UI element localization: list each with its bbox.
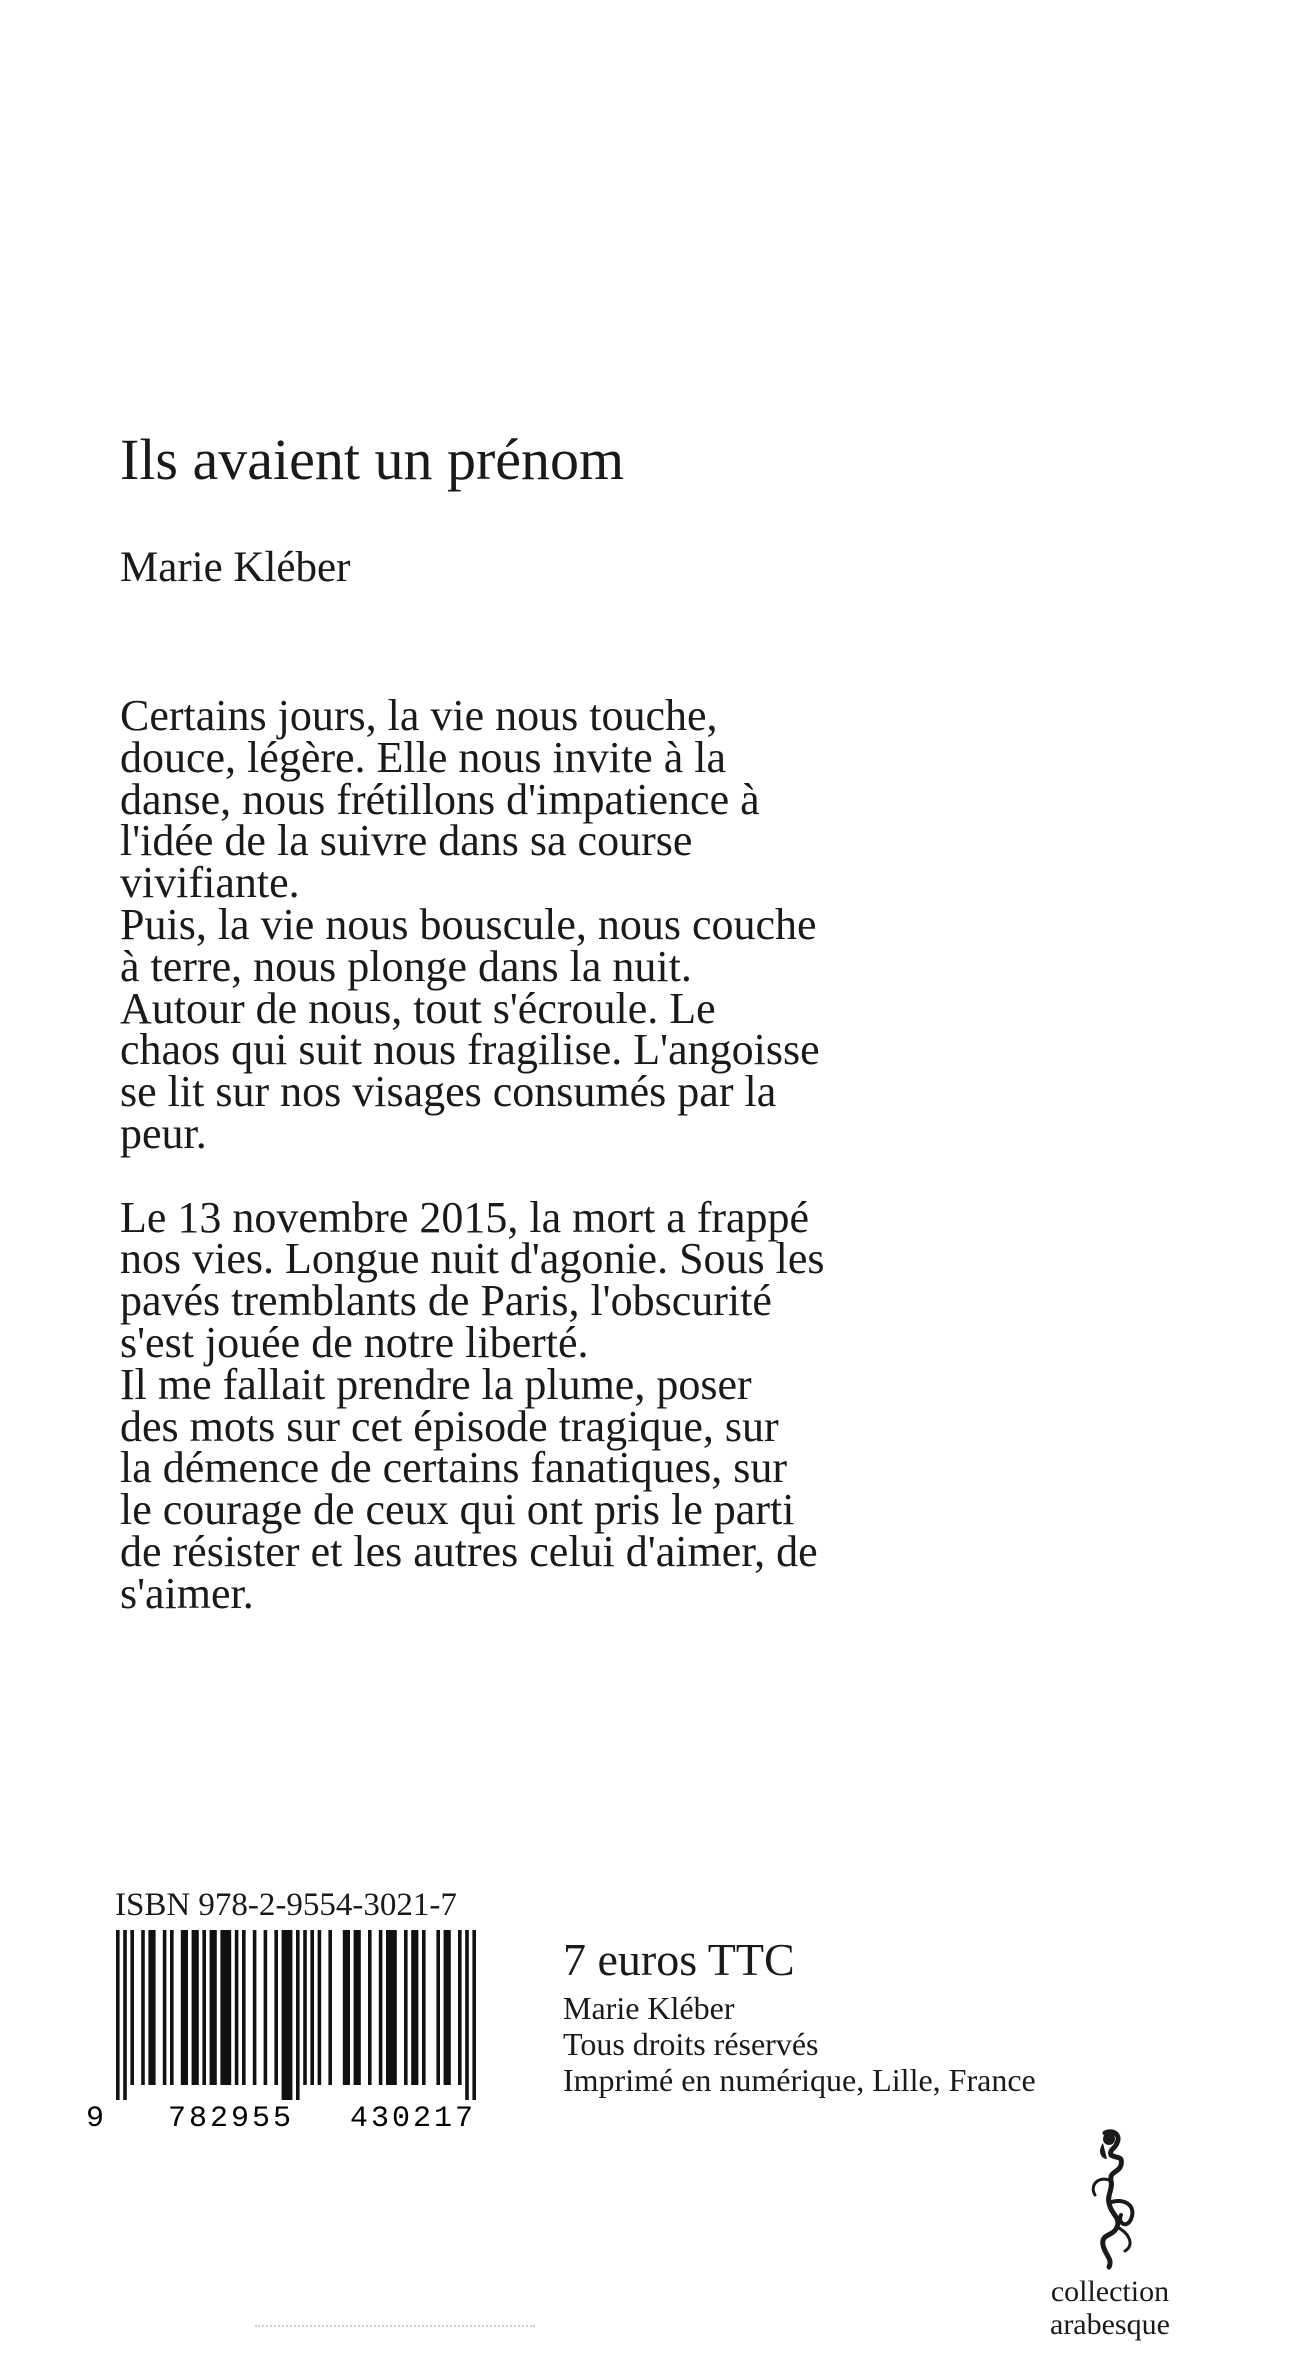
barcode-bar <box>386 1930 397 2085</box>
barcode-bars <box>116 1930 476 2100</box>
barcode-bar <box>436 1930 440 2085</box>
printing-notice: Imprimé en numérique, Lille, France <box>563 2062 1036 2098</box>
barcode-bar <box>354 1930 361 2085</box>
barcode-bar <box>130 1930 134 2085</box>
barcode-digit-first: 9 <box>86 2102 105 2130</box>
blurb-line: pavés tremblants de Paris, l'obscurité <box>120 1276 772 1326</box>
barcode-digits-right: 430217 <box>350 2102 477 2130</box>
blurb-line: se lit sur nos visages consumés par la <box>120 1067 777 1117</box>
barcode-bar <box>210 1930 217 2085</box>
blurb-line: peur. <box>120 1108 207 1158</box>
blurb-line: danse, nous frétillons d'impatience à <box>120 774 760 824</box>
blurb-line: Autour de nous, tout s'écroule. Le <box>120 983 716 1033</box>
blurb-line: Certains jours, la vie nous touche, <box>120 691 718 740</box>
isbn-barcode <box>80 1930 515 2130</box>
dotted-divider <box>255 2325 535 2327</box>
blurb-line: le courage de ceux qui ont pris le parti <box>120 1485 795 1535</box>
barcode-bar <box>116 1930 120 2100</box>
blurb-line: de résister et les autres celui d'aimer, de <box>120 1526 818 1576</box>
barcode-bar <box>404 1930 408 2085</box>
barcode-bar <box>465 1930 469 2100</box>
book-author: Marie Kléber <box>120 544 351 591</box>
blurb-paragraph-1 <box>120 691 1020 1158</box>
blurb-line: s'aimer. <box>120 1568 254 1618</box>
blurb-line: des mots sur cet épisode tragique, sur <box>120 1401 779 1451</box>
barcode-bar <box>141 1930 145 2085</box>
barcode-bar <box>163 1930 167 2085</box>
publisher-author: Marie Kléber <box>563 1990 735 2026</box>
barcode-bar <box>328 1930 332 2085</box>
barcode-bar <box>123 1930 127 2100</box>
publisher-info <box>563 1990 1036 2098</box>
book-title: Ils avaient un prénom <box>120 427 625 492</box>
barcode-digits-left: 782955 <box>168 2102 295 2130</box>
barcode-bar <box>202 1930 206 2085</box>
blurb-paragraph-2 <box>120 1192 1020 1618</box>
barcode-bar <box>282 1930 293 2100</box>
barcode-bar <box>192 1930 199 2085</box>
barcode-bar <box>264 1930 268 2085</box>
barcode-bar <box>303 1930 307 2085</box>
barcode-bar <box>235 1930 239 2085</box>
paragraph-gap <box>120 1155 1020 1197</box>
barcode-bar <box>253 1930 257 2085</box>
blurb-line: la démence de certains fanatiques, sur <box>120 1443 788 1493</box>
barcode-bar <box>411 1930 418 2085</box>
barcode-bar <box>296 1930 300 2100</box>
rights-notice: Tous droits réservés <box>563 2026 819 2062</box>
barcode-bar <box>220 1930 231 2085</box>
barcode-bar <box>422 1930 426 2085</box>
back-cover-blurb <box>120 691 1020 1618</box>
isbn-label: ISBN 978-2-9554-3021-7 <box>115 1887 457 1923</box>
blurb-line: s'est jouée de notre liberté. <box>120 1317 589 1367</box>
barcode-bar <box>472 1930 476 2100</box>
barcode-bar <box>343 1930 350 2085</box>
blurb-line: Il me fallait prendre la plume, poser <box>120 1359 752 1409</box>
barcode-bar <box>242 1930 246 2085</box>
collection-line-2: arabesque <box>1050 2308 1170 2341</box>
collection-line-1: collection <box>1050 2275 1170 2308</box>
blurb-line: l'idée de la suivre dans sa course <box>120 816 693 866</box>
blurb-line: chaos qui suit nous fragilise. L'angoisse <box>120 1025 820 1075</box>
barcode-bar <box>170 1930 174 2085</box>
barcode-bar <box>148 1930 155 2085</box>
barcode-bar <box>368 1930 372 2085</box>
barcode-bar <box>379 1930 383 2085</box>
barcode-bar <box>318 1930 322 2085</box>
barcode-bar <box>310 1930 314 2085</box>
barcode-bar <box>274 1930 278 2085</box>
barcode-bar <box>458 1930 462 2085</box>
barcode-bar <box>181 1930 188 2085</box>
seahorse-arabesque-icon <box>1065 2125 1155 2275</box>
blurb-line: douce, légère. Elle nous invite à la <box>120 732 726 782</box>
blurb-line: Le 13 novembre 2015, la mort a frappé <box>120 1192 810 1242</box>
blurb-line: à terre, nous plonge dans la nuit. <box>120 941 692 991</box>
collection-name <box>1050 2275 1170 2341</box>
blurb-line: vivifiante. <box>120 858 300 908</box>
blurb-line: nos vies. Longue nuit d'agonie. Sous les <box>120 1234 825 1284</box>
barcode-bar <box>444 1930 451 2085</box>
price: 7 euros TTC <box>563 1934 795 1985</box>
blurb-line: Puis, la vie nous bouscule, nous couche <box>120 899 817 949</box>
